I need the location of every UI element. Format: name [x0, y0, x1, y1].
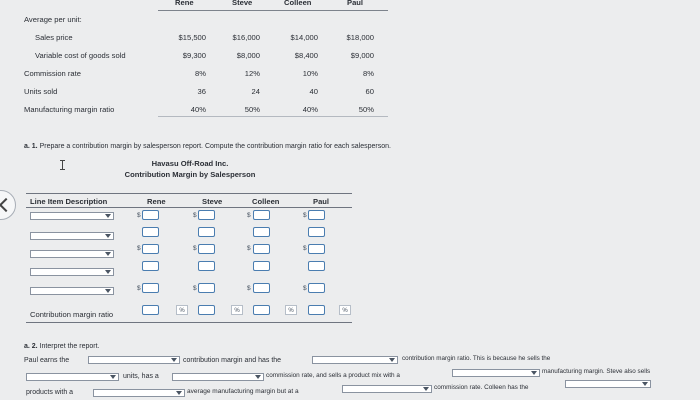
a2-text-9: commission rate. Colleen has the: [434, 384, 529, 391]
chevron-down-icon: [105, 289, 111, 293]
cell: 36: [197, 87, 206, 96]
chevron-down-icon: [105, 214, 111, 218]
paul-input[interactable]: [308, 283, 325, 293]
paul-input[interactable]: [308, 261, 325, 271]
section-label: Average per unit:: [24, 15, 82, 24]
cell: 10%: [302, 69, 318, 78]
row-label-units-sold: Units sold: [24, 87, 58, 96]
dollar-sign: $: [247, 245, 251, 252]
paul-input[interactable]: [308, 210, 325, 220]
report-header-rule: [26, 207, 352, 208]
colleen-input[interactable]: [253, 244, 270, 254]
cell: 50%: [358, 105, 374, 114]
steve-input[interactable]: [198, 244, 215, 254]
a2-dropdown-2[interactable]: [312, 356, 398, 364]
dollar-sign: $: [137, 245, 141, 252]
line-item-dropdown[interactable]: [30, 212, 114, 220]
a2-dropdown-4[interactable]: [172, 373, 264, 381]
dollar-sign: $: [247, 285, 251, 292]
chevron-down-icon: [110, 375, 116, 379]
paul-cm-ratio-input[interactable]: [308, 305, 325, 315]
line-item-dropdown[interactable]: [30, 250, 114, 258]
cell: $8,000: [236, 51, 260, 60]
a2-text-7: products with a: [26, 389, 74, 396]
cell: 40%: [302, 105, 318, 114]
a2-dropdown-8[interactable]: [565, 380, 651, 388]
row-label-variable-cost: Variable cost of goods sold: [35, 51, 126, 60]
colleen-input[interactable]: [253, 283, 270, 293]
dollar-sign: $: [193, 285, 197, 292]
report-header-paul: Paul: [313, 197, 330, 206]
chevron-down-icon: [176, 391, 182, 395]
cell: 40%: [190, 105, 206, 114]
a2-text-4: units, has a: [123, 373, 159, 380]
question-a1-prefix: a. 1.: [24, 143, 38, 150]
report-bottom-rule: [26, 322, 352, 323]
row-label-mfg-margin-ratio: Manufacturing margin ratio: [24, 105, 115, 114]
dollar-sign: $: [193, 212, 197, 219]
a2-dropdown-7[interactable]: [342, 385, 432, 393]
steve-input[interactable]: [198, 227, 215, 237]
chevron-down-icon: [642, 382, 648, 386]
chevron-down-icon: [105, 234, 111, 238]
a2-text-5: commission rate, and sells a product mix with a: [266, 372, 400, 379]
chevron-down-icon: [171, 358, 177, 362]
rene-input[interactable]: [142, 261, 159, 271]
rene-input[interactable]: [142, 244, 159, 254]
cell: $8,400: [294, 51, 318, 60]
steve-input[interactable]: [198, 261, 215, 271]
table-bottom-rule: [158, 116, 388, 117]
report-header-description: Line Item Description: [30, 197, 108, 206]
cell: 40: [309, 87, 318, 96]
question-a2: [24, 343, 100, 350]
line-item-dropdown[interactable]: [30, 268, 114, 276]
percent-sign: %: [176, 305, 188, 315]
paul-input[interactable]: [308, 227, 325, 237]
cell: 60: [365, 87, 374, 96]
header-rule: [158, 10, 388, 11]
cell: 50%: [244, 105, 260, 114]
cell: $9,000: [350, 51, 374, 60]
report-title: Contribution Margin by Salesperson: [124, 170, 256, 179]
a2-text-3: contribution margin ratio. This is because he sells the: [402, 355, 551, 362]
a2-dropdown-3[interactable]: [26, 373, 119, 381]
cell: $18,000: [346, 33, 374, 42]
dollar-sign: $: [193, 245, 197, 252]
dollar-sign: $: [137, 285, 141, 292]
chevron-down-icon: [389, 358, 395, 362]
dollar-sign: $: [137, 212, 141, 219]
col-header-colleen: Colleen: [284, 0, 312, 7]
cell: $15,500: [178, 33, 206, 42]
colleen-input[interactable]: [253, 210, 270, 220]
col-header-steve: Steve: [232, 0, 253, 7]
rene-input[interactable]: [142, 210, 159, 220]
steve-cm-ratio-input[interactable]: [198, 305, 215, 315]
question-a1-text: Prepare a contribution margin by salesperson report. Compute the contribution margin ratio for each salesperson.: [39, 143, 391, 150]
percent-sign: %: [231, 305, 243, 315]
cm-ratio-label: Contribution margin ratio: [30, 310, 114, 319]
text-cursor-icon: [62, 160, 63, 170]
a2-dropdown-6[interactable]: [93, 389, 185, 397]
chevron-left-icon: [0, 198, 13, 212]
report-header-rene: Rene: [147, 197, 166, 206]
cell: 12%: [244, 69, 260, 78]
rene-input[interactable]: [142, 283, 159, 293]
paul-input[interactable]: [308, 244, 325, 254]
question-a2-prefix: a. 2.: [24, 343, 38, 350]
question-a1: [24, 143, 391, 150]
rene-cm-ratio-input[interactable]: [142, 305, 159, 315]
dollar-sign: $: [247, 212, 251, 219]
dollar-sign: $: [303, 285, 307, 292]
cell: $16,000: [232, 33, 260, 42]
chevron-down-icon: [255, 375, 261, 379]
dollar-sign: $: [303, 245, 307, 252]
colleen-cm-ratio-input[interactable]: [253, 305, 270, 315]
line-item-dropdown[interactable]: [30, 232, 114, 240]
chevron-down-icon: [423, 387, 429, 391]
a2-text-1: Paul earns the: [24, 357, 70, 364]
cell: 24: [251, 87, 260, 96]
report-top-rule: [26, 193, 352, 194]
chevron-down-icon: [105, 270, 111, 274]
chevron-down-icon: [531, 371, 537, 375]
a2-text-6: manufacturing margin. Steve also sells: [542, 368, 651, 375]
colleen-input[interactable]: [253, 227, 270, 237]
report-header-colleen: Colleen: [252, 197, 280, 206]
report-company: Havasu Off-Road Inc.: [151, 159, 229, 168]
chevron-down-icon: [105, 252, 111, 256]
a2-dropdown-1[interactable]: [88, 356, 180, 364]
steve-input[interactable]: [198, 283, 215, 293]
percent-sign: %: [285, 305, 297, 315]
a2-text-2: contribution margin and has the: [183, 357, 282, 364]
cell: $14,000: [290, 33, 318, 42]
row-label-sales-price: Sales price: [35, 33, 73, 42]
line-item-dropdown[interactable]: [30, 287, 114, 295]
rene-input[interactable]: [142, 227, 159, 237]
cell: $9,300: [182, 51, 206, 60]
a2-dropdown-5[interactable]: [452, 369, 540, 377]
col-header-paul: Paul: [347, 0, 364, 7]
row-label-commission-rate: Commission rate: [24, 69, 81, 78]
question-a2-text: Interpret the report.: [39, 343, 100, 350]
cell: 8%: [363, 69, 374, 78]
report-header-steve: Steve: [202, 197, 223, 206]
dollar-sign: $: [303, 212, 307, 219]
steve-input[interactable]: [198, 210, 215, 220]
colleen-input[interactable]: [253, 261, 270, 271]
cell: 8%: [195, 69, 206, 78]
back-chevron-button[interactable]: [0, 190, 16, 220]
percent-sign: %: [339, 305, 351, 315]
col-header-rene: Rene: [175, 0, 194, 7]
a2-text-8: average manufacturing margin but at a: [187, 388, 299, 395]
